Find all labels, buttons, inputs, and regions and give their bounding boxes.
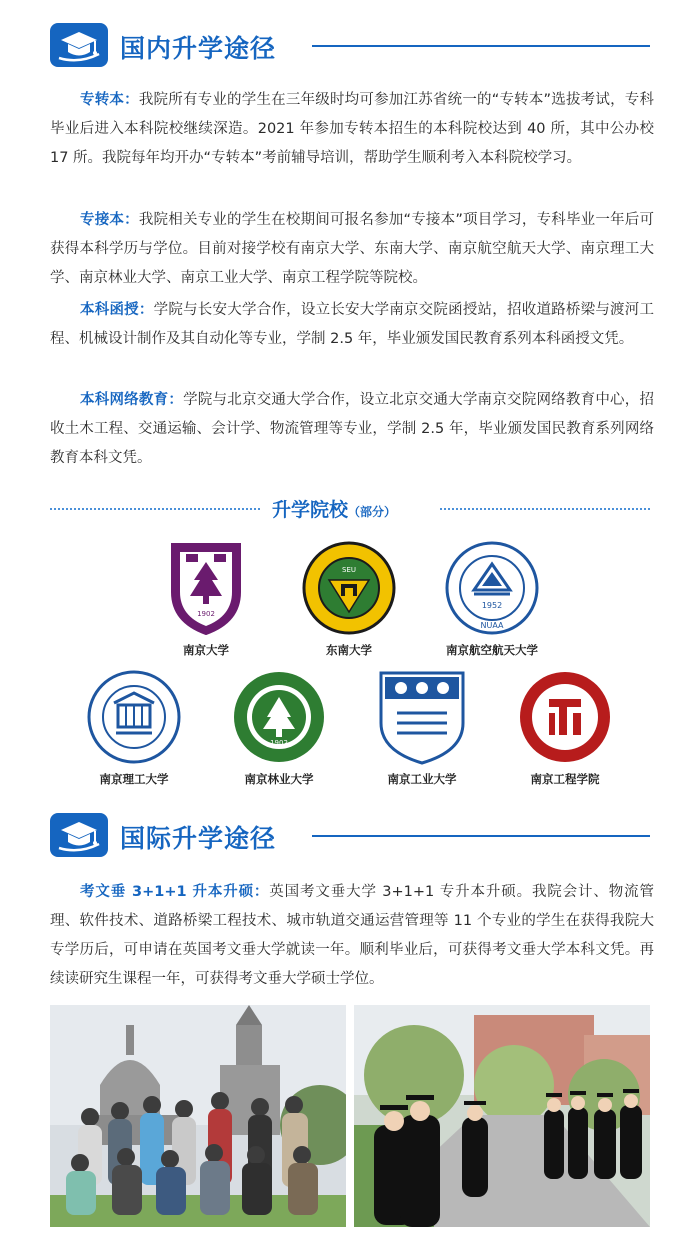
- graduation-cap-icon: [50, 23, 108, 67]
- graduation-cap-icon: [50, 813, 108, 857]
- paragraph-lead: 本科函授：: [80, 302, 154, 318]
- domestic-section-header: [50, 23, 650, 69]
- njust-seal-icon: [86, 669, 182, 765]
- svg-text:1902: 1902: [270, 739, 288, 747]
- paragraph-online-education: [50, 386, 654, 473]
- logo-seu: [284, 540, 414, 658]
- njtech-shield-icon: [377, 669, 467, 765]
- njfu-seal-icon: [231, 669, 327, 765]
- paragraph-text: 英国考文垂大学 3+1+1 专升本升硕。我院会计、物流管理、软件技术、道路桥梁工程技术、城市轨道交通运营管理等 11 个专业的学生在获得我院大专学历后，可申请在英国考文垂大学就读一年。顺利毕业后，可获得考文垂大学本科文凭。再续读研究生课程一年，可获得考文垂大学硕士学位。: [50, 884, 654, 987]
- universities-title-text: 升学院校: [272, 499, 349, 521]
- group-photo-london: [50, 1005, 346, 1227]
- paragraph-zhuanzhuanben: [50, 86, 654, 173]
- paragraph-lead: 考文垂 3+1+1 升本升硕：: [80, 884, 270, 900]
- university-name: 南京航空航天大学: [446, 643, 538, 657]
- logo-njfu: [214, 669, 344, 787]
- svg-text:NUAA: NUAA: [480, 621, 504, 630]
- university-name: 南京林业大学: [244, 772, 314, 786]
- paragraph-text: 我院相关专业的学生在校期间可报名参加“专接本”项目学习，专科毕业一年后可获得本科学历与学位。目前对接学校有南京大学、东南大学、南京航空航天大学、南京理工大学、南京林业大学、南京工业大学、南京工程学院等院校。: [50, 212, 655, 286]
- section-title: 国际升学途径: [120, 824, 277, 853]
- paragraph-lead: 专接本：: [80, 212, 139, 228]
- svg-text:1952: 1952: [481, 601, 503, 610]
- section-divider: [312, 45, 650, 47]
- njit-seal-icon: [517, 669, 613, 765]
- university-name: 南京工程学院: [530, 772, 600, 786]
- svg-text:SEU: SEU: [342, 566, 356, 574]
- paragraph-text: 学院与长安大学合作，设立长安大学南京交院函授站，招收道路桥梁与渡河工程、机械设计制作及其自动化等专业，学制 2.5 年，毕业颁发国民教育系列本科函授文凭。: [50, 302, 655, 347]
- universities-title: [272, 495, 396, 522]
- university-name: 南京大学: [183, 643, 229, 657]
- university-name: 南京理工大学: [99, 772, 169, 786]
- logo-njtech: [357, 669, 487, 787]
- universities-subtitle-row: [50, 495, 650, 525]
- paragraph-lead: 专转本：: [80, 92, 139, 108]
- universities-note: （部分）: [348, 505, 397, 519]
- paragraph-coventry: [50, 878, 654, 994]
- paragraph-text: 我院所有专业的学生在三年级时均可参加江苏省统一的“专转本”选拔考试，专科毕业后进入本科院校继续深造。2021 年参加专转本招生的本科院校达到 40 所，其中公办校 17 所。我院每年均开办“专转本”考前辅导培训，帮助学生顺利考入本科院校学习。: [50, 92, 655, 166]
- logo-njust: [69, 669, 199, 787]
- logo-njit: [500, 669, 630, 787]
- dotted-divider: [440, 508, 650, 510]
- university-name: 东南大学: [326, 643, 372, 657]
- international-section-header: [50, 813, 650, 859]
- section-divider: [312, 835, 650, 837]
- graduation-photo: [354, 1005, 650, 1227]
- logo-nju: [141, 540, 271, 658]
- paragraph-text: 学院与北京交通大学合作，设立北京交通大学南京交院网络教育中心，招收土木工程、交通运输、会计学、物流管理等专业，学制 2.5 年，毕业颁发国民教育系列网络教育本科文凭。: [50, 392, 655, 466]
- seu-seal-icon: [301, 540, 397, 636]
- svg-text:1902: 1902: [197, 610, 215, 618]
- dotted-divider: [50, 508, 260, 510]
- nju-crest-icon: [168, 540, 244, 636]
- university-name: 南京工业大学: [387, 772, 457, 786]
- nuaa-seal-icon: [444, 540, 540, 636]
- paragraph-hanshou: [50, 296, 654, 354]
- section-title: 国内升学途径: [120, 34, 277, 63]
- paragraph-zhuanjieben: [50, 206, 654, 293]
- paragraph-lead: 本科网络教育：: [80, 392, 184, 408]
- logo-nuaa: [427, 540, 557, 658]
